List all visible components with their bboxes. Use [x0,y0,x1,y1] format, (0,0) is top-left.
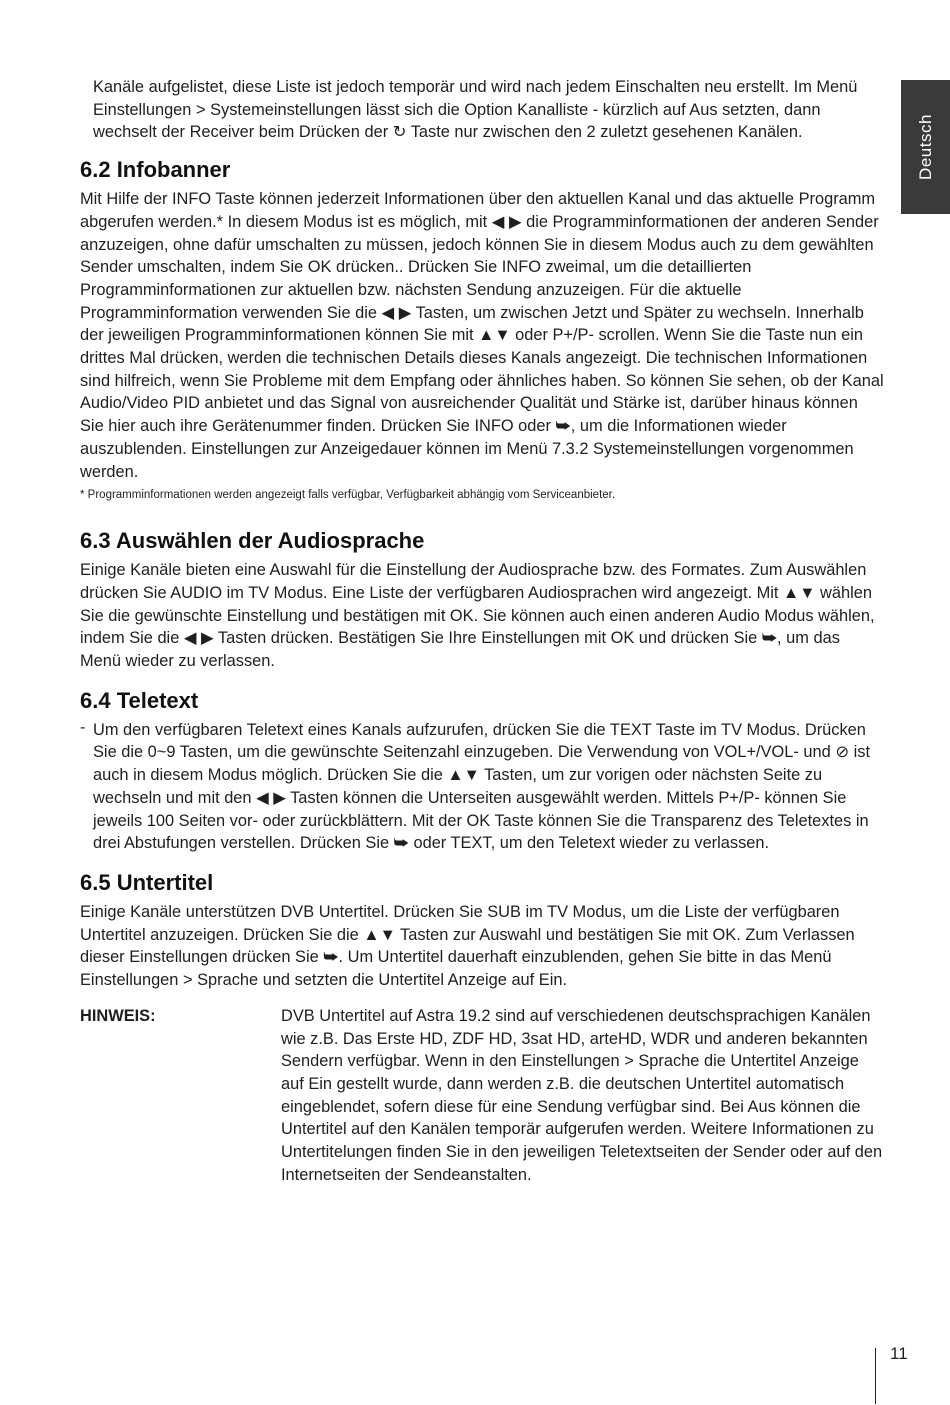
infobanner-footnote: * Programminformationen werden angezeigt falls verfügbar, Verfügbarkeit abhängig vom Serviceanbieter. [80,489,616,502]
section-title-teletext: 6.4 Teletext [80,687,199,713]
note-label: HINWEIS: [80,1006,156,1025]
note-text: DVB Untertitel auf Astra 19.2 sind auf verschiedenen deutschsprachigen Kanälen wie z.B. Das Erste HD, ZDF HD, 3sat HD, arteHD, WDR und anderen bekannten Sendern verfügbar. Wenn in den Einstellungen > Sprache die Untertitel Anzeige auf Ein gestellt wurde, dann werden z.B. die deutschen Untertitel automatisch eingeblendet, sofern diese für eine Sendung verfügbar sind. Bei Aus können die Untertitel auf den Kanälen temporär aufgerufen werden. Weitere Informationen zu Untertitelungen finden Sie in den jeweiligen Teletextseiten der Sender oder auf den Internetseiten der Sendeanstalten. [281,1006,883,1184]
section-title-untertitel: 6.5 Untertitel [80,869,214,895]
infobanner-paragraph: Mit Hilfe der INFO Taste können jederzeit Informationen über den aktuellen Kanal und das aktuelle Programm abgerufen werden.* In diesem Modus ist es möglich, mit ◀ ▶ die Programminformationen der anderen Sender anzuzeigen, ohne dafür umschalten zu müssen, jedoch können Sie in diesem Modus auch zu dem gewählten Sender umschalten, indem Sie OK drücken.. Drücken Sie INFO zweimal, um die detaillierten Programminformationen zur aktuellen bzw. nächsten Sendung anzuzeigen. Für die aktuelle Programminformation verwenden Sie die ◀ ▶ Tasten, um zwischen Jetzt und Später zu wechseln. Innerhalb der jeweiligen Programminformationen können Sie mit ▲▼ oder P+/P- scrollen. Wenn Sie die Taste nun ein drittes Mal drücken, werden die technischen Details dieses Kanals angezeigt. Die technischen Informationen sind hilfreich, wenn Sie Probleme mit dem Empfang oder ähnliches haben. So können Sie sehen, ob der Kanal Audio/Video PID anbietet und das Signal von ausreichender Qualität und Stärke ist, darüber hinaus können Sie hier auch ihre Gerätenummer finden. Drücken Sie INFO oder ⮩, um die Informationen wieder auszublenden. Einstellungen zur Anzeigedauer können im Menü 7.3.2 Systemeinstellungen vorgenommen werden. [80,190,884,481]
section-title-audio: 6.3 Auswählen der Audiosprache [80,528,425,554]
page-number-rule [875,1348,876,1404]
untertitel-paragraph: Einige Kanäle unterstützen DVB Untertitel. Drücken Sie SUB im TV Modus, um die Liste der verfügbaren Untertitel anzuzeigen. Drücken Sie die ▲▼ Tasten zur Auswahl und bestätigen Sie mit OK. Zum Verlassen dieser Einstellungen drücken Sie ⮩. Um Untertitel dauerhaft einzublenden, gehen Sie bitte in das Menü Einstellungen > Sprache und setzten die Untertitel Anzeige auf Ein. [80,902,855,990]
teletext-paragraph: Um den verfügbaren Teletext eines Kanals aufzurufen, drücken Sie die TEXT Taste im TV Modus. Drücken Sie die 0~9 Tasten, um die gewünschte Seitenzahl einzugeben. Die Verwendung von VOL+/VOL- und ⊘ ist auch in diesem Modus möglich. Drücken Sie die ▲▼ Tasten, um zur vorigen oder nächsten Seite zu wechseln und mit den ◀ ▶ Tasten können die Unterseiten ausgewählt werden. Mittels P+/P- können Sie jeweils 100 Seiten vor- oder zurückblättern. Mit der OK Taste können Sie die Transparenz des Teletextes in drei Abstufungen verstellen. Drücken Sie ⮩ oder TEXT, um den Teletext wieder zu verlassen. [93,720,871,853]
note-block [80,1005,885,1187]
language-side-tab [901,80,950,214]
teletext-list-item [80,719,885,855]
page-content [80,76,885,1186]
side-tab-label: Deutsch [915,114,935,180]
page-number: 11 [890,1344,908,1363]
list-dash: - [80,718,86,736]
intro-paragraph: Kanäle aufgelistet, diese Liste ist jedoch temporär und wird nach jedem Einschalten neu erstellt. Im Menü Einstellungen > Systemeinstellungen lässt sich die Option Kanalliste - kürzlich auf Aus setzten, dann wechselt der Receiver beim Drücken der ↻ Taste nur zwischen den 2 zuletzt gesehenen Kanälen. [93,78,858,142]
audio-paragraph: Einige Kanäle bieten eine Auswahl für die Einstellung der Audiosprache bzw. des Formates. Zum Auswählen drücken Sie AUDIO im TV Modus. Eine Liste der verfügbaren Audiosprachen wird angezeigt. Mit ▲▼ wählen Sie die gewünschte Einstellung und bestätigen mit OK. Sie können auch einen anderen Audio Modus wählen, indem Sie die ◀ ▶ Tasten drücken. Bestätigen Sie Ihre Einstellungen mit OK und drücken Sie ⮩, um das Menü wieder zu verlassen. [80,561,875,671]
section-title-infobanner: 6.2 Infobanner [80,157,231,183]
